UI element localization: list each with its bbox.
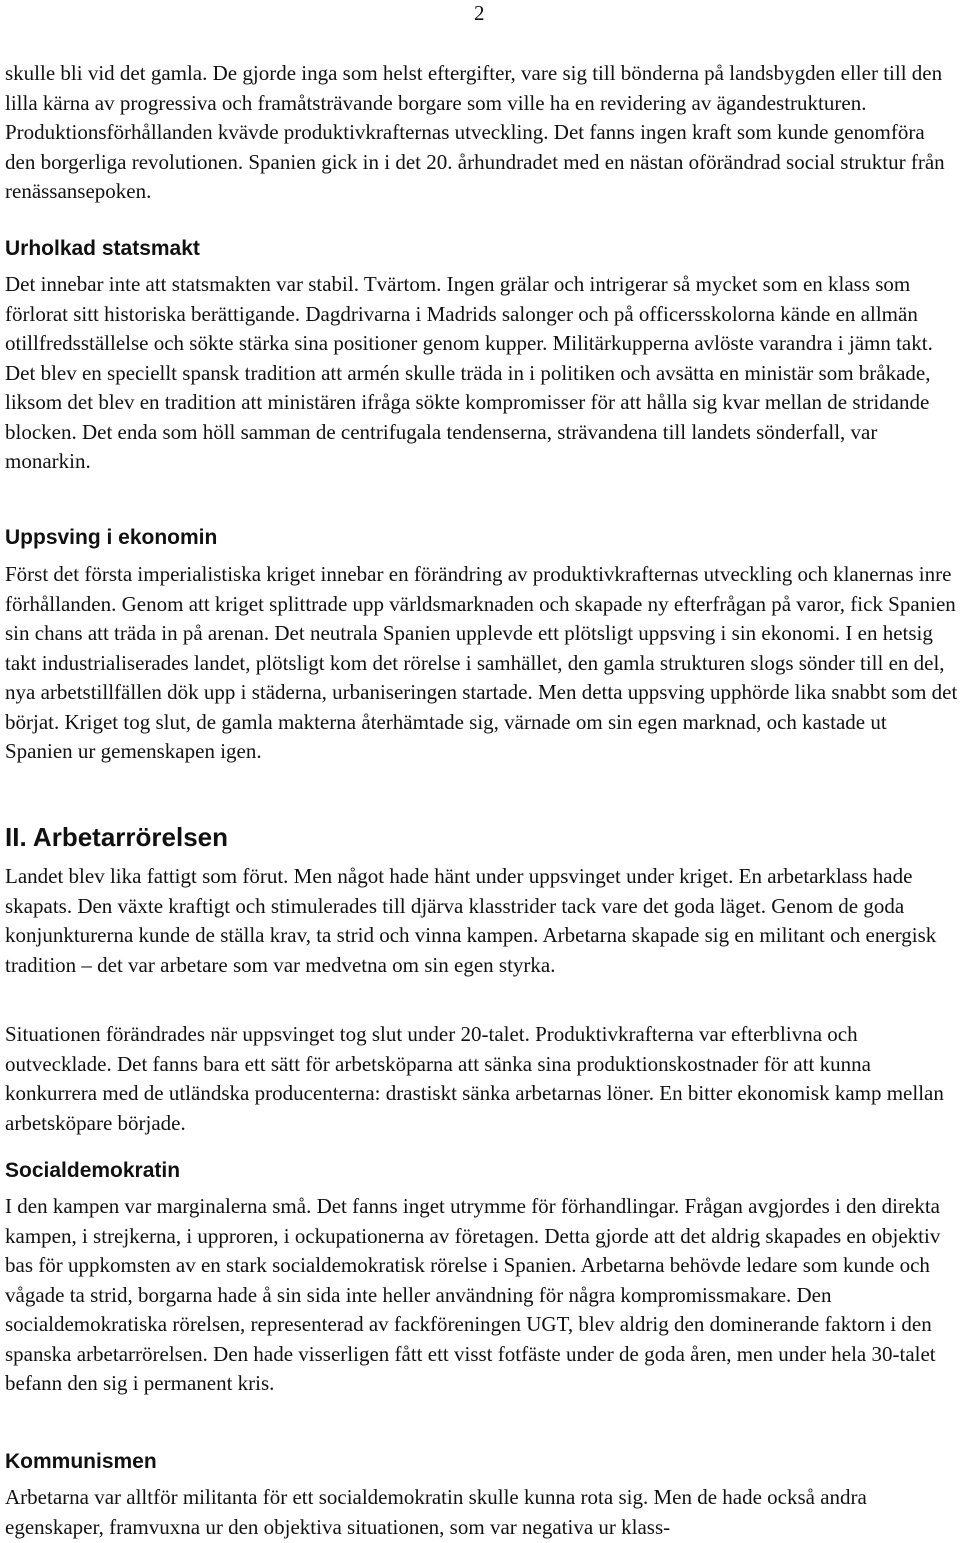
uppsving-paragraph: Först det första imperialistiska kriget innebar en förändring av produktivkrafternas utveckling och klanernas inre förhållanden. Genom att kriget splittrade upp världsmarknaden och skapade ny efterfrågan på varor, fick Spanien sin chans att träda in på arenan. Det neutrala Spanien upplevde ett plötsligt uppsving i sin ekonomi. I en hetsig takt industrialiserades landet, plötsligt kom det rörelse i samhället, den gamla strukturen slogs sönder till en del, nya arbetstillfällen dök upp i städerna, urbaniseringen startade. Men detta uppsving upphörde lika snabbt som det börjat. Kriget tog slut, de gamla makterna återhämtade sig, värnade om sin egen marknad, och kastade ut Spanien ur gemenskapen igen.: [5, 562, 958, 763]
socialdem-paragraph: I den kampen var marginalerna små. Det fanns inget utrymme för förhandlingar. Frågan avgjordes i den direkta kampen, i strejkerna, i upproren, i ockupationerna av företagen. Detta gjorde att det aldrig skapades en objektiv bas för uppkomsten av en stark socialdemokratisk rörelse i Spanien. Arbetarna behövde ledare som kunde och vågade ta strid, borgarna hade å sin sida inte heller användning för några kompromissmakare. Den socialdemokratiska rörelsen, representerad av fackföreningen UGT, blev aldrig den dominerande faktorn i den spanska arbetarrörelsen. Den hade visserligen fått ett visst fotfäste under de goda åren, men under hela 30-talet befann den sig i permanent kris.: [5, 1194, 941, 1395]
heading-socialdemokratin: Socialdemokratin: [5, 1159, 181, 1182]
heading-uppsving-i-ekonomin: Uppsving i ekonomin: [5, 526, 218, 549]
heading-arbetarrorelsen: II. Arbetarrörelsen: [5, 822, 229, 852]
arbetar-paragraph-2: Situationen förändrades när uppsvinget tog slut under 20-talet. Produktivkrafterna var efterblivna och outvecklade. Det fanns bara ett sätt för arbetsköparna att sänka sina produktionskostnader för att kunna konkurrera med de utländska producenterna: drastiskt sänka arbetarnas löner. En bitter ekonomisk kamp mellan arbetsköpare började.: [5, 1022, 944, 1135]
kommunism-paragraph: Arbetarna var alltför militanta för ett socialdemokratin skulle kunna rota sig. Men de hade också andra egenskaper, framvuxna ur den objektiva situationen, som var negativa ur klass-: [5, 1485, 867, 1539]
intro-paragraph: skulle bli vid det gamla. De gjorde inga som helst eftergifter, vare sig till bönderna på landsbygden eller till den lilla kärna av progressiva och framåtsträvande borgare som ville ha en revidering av ägandestrukturen. Produktionsförhållanden kvävde produktivkrafternas utveckling. Det fanns ingen kraft som kunde genomföra den borgerliga revolutionen. Spanien gick in i det 20. århundradet med en nästan oförändrad social struktur från renässansepoken.: [5, 61, 945, 203]
heading-urholkad-statsmakt: Urholkad statsmakt: [5, 237, 200, 260]
urholkad-paragraph: Det innebar inte att statsmakten var stabil. Tvärtom. Ingen grälar och intrigerar så mycket som en klass som förlorat sitt historiska berättigande. Dagdrivarna i Madrids salonger och på officersskolorna kände en allmän otillfredsställelse och sökte stärka sina positioner genom kupper. Militärkupperna avlöste varandra i jämn takt. Det blev en speciellt spansk tradition att armén skulle träda in i politiken och avsätta en ministär som bråkade, liksom det blev en tradition att ministären ifråga sökte kompromisser för att hålla sig kvar mellan de stridande blocken. Det enda som höll samman de centrifugala tendenserna, strävandena till landets sönderfall, var monarkin.: [5, 272, 933, 473]
arbetar-paragraph-1: Landet blev lika fattigt som förut. Men något hade hänt under uppsvinget under kriget. En arbetarklass hade skapats. Den växte kraftigt och stimulerades till djärva klasstrider tack vare det goda läget. Genom de goda konjunkturerna kunde de ställa krav, ta strid och vinna kampen. Arbetarna skapade sig en militant och energisk tradition – det var arbetare som var medvetna om sin egen styrka.: [5, 864, 937, 977]
heading-kommunismen: Kommunismen: [5, 1450, 157, 1473]
page-number: 2: [474, 1, 485, 25]
